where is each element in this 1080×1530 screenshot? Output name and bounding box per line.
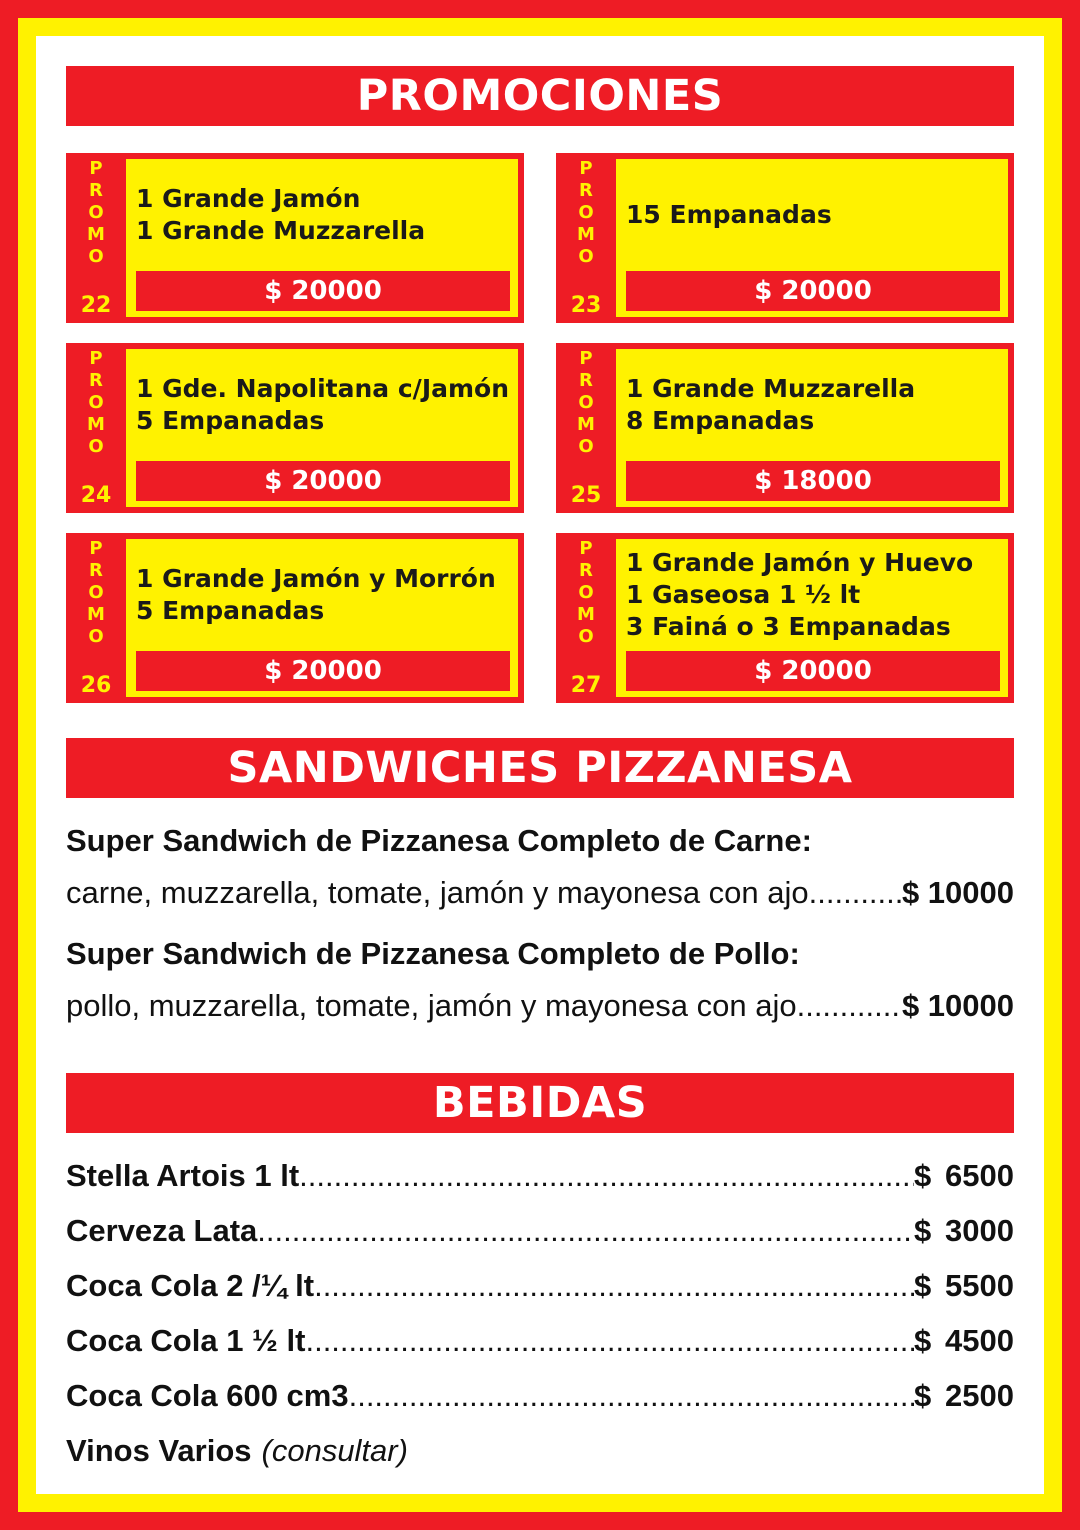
promo-vertical-word xyxy=(577,348,595,458)
drink-name: Cerveza Lata xyxy=(66,1213,258,1248)
promo-letter: M xyxy=(87,604,105,625)
drink-name: Coca Cola 600 cm3 xyxy=(66,1378,349,1413)
promo-line: 3 Fainá o 3 Empanadas xyxy=(626,612,951,641)
drink-row xyxy=(66,1209,1014,1253)
promo-body xyxy=(616,159,1008,317)
promo-letter: P xyxy=(579,348,593,369)
promo-line: 1 Grande Jamón y Huevo xyxy=(626,548,974,577)
promo-body xyxy=(616,539,1008,697)
promo-lines xyxy=(136,349,516,461)
promo-lines xyxy=(136,159,516,271)
promo-letter: O xyxy=(88,392,104,413)
promo-card xyxy=(556,343,1014,513)
bebidas-header: BEBIDAS xyxy=(66,1073,1014,1133)
promo-letter: R xyxy=(579,370,593,391)
promo-body xyxy=(616,349,1008,507)
promo-letter: O xyxy=(88,202,104,223)
promo-side-label xyxy=(66,153,126,323)
promo-line: 1 Grande Jamón y Morrón xyxy=(136,564,496,593)
drink-row-wines xyxy=(66,1429,1014,1473)
promo-line: 1 Grande Muzzarella xyxy=(626,374,916,403)
sandwich-name: Super Sandwich de Pizzanesa Completo de Pollo: xyxy=(66,936,800,971)
promo-lines xyxy=(626,539,1006,651)
promo-letter: R xyxy=(579,560,593,581)
promo-card xyxy=(66,153,524,323)
dot-leader xyxy=(797,986,902,1026)
promo-vertical-word xyxy=(577,158,595,268)
promo-letter: O xyxy=(578,246,594,267)
promo-price: $ 20000 xyxy=(136,271,510,311)
sandwich-price: $ 10000 xyxy=(901,875,1014,910)
promo-letter: P xyxy=(89,348,103,369)
promo-price: $ 20000 xyxy=(626,651,1000,691)
dot-leader xyxy=(257,1209,914,1253)
drink-price: 4500 xyxy=(945,1323,1014,1358)
dot-leader xyxy=(305,1319,914,1363)
promo-side-label xyxy=(556,153,616,323)
promo-number: 26 xyxy=(80,673,112,698)
promo-letter: O xyxy=(88,436,104,457)
drink-row xyxy=(66,1319,1014,1363)
sandwich-description-row xyxy=(66,986,1014,1026)
promo-body xyxy=(126,159,518,317)
promo-line: 5 Empanadas xyxy=(136,596,325,625)
drink-currency: $ xyxy=(914,1378,932,1413)
promo-lines xyxy=(626,159,1006,271)
promo-side-label xyxy=(556,533,616,703)
sandwich-name: Super Sandwich de Pizzanesa Completo de Carne: xyxy=(66,823,812,858)
promo-letter: O xyxy=(88,582,104,603)
promo-letter: M xyxy=(577,414,595,435)
drink-note: (consultar) xyxy=(261,1433,408,1468)
promo-letter: O xyxy=(578,582,594,603)
drink-currency: $ xyxy=(914,1268,932,1303)
promo-number: 24 xyxy=(80,483,112,508)
promo-number: 23 xyxy=(570,293,602,318)
dot-leader xyxy=(314,1264,914,1308)
sandwiches-header: SANDWICHES PIZZANESA xyxy=(66,738,1014,798)
drink-currency: $ xyxy=(914,1213,932,1248)
promo-lines xyxy=(626,349,1006,461)
promo-card xyxy=(66,343,524,513)
drink-price: 5500 xyxy=(945,1268,1014,1303)
promo-letter: O xyxy=(578,626,594,647)
promo-body xyxy=(126,349,518,507)
promo-letter: P xyxy=(579,538,593,559)
promo-letter: O xyxy=(578,202,594,223)
promo-letter: M xyxy=(577,224,595,245)
promo-letter: M xyxy=(87,414,105,435)
promo-letter: P xyxy=(89,538,103,559)
promo-line: 15 Empanadas xyxy=(626,200,832,229)
promo-number: 22 xyxy=(80,293,112,318)
promo-letter: M xyxy=(87,224,105,245)
drink-price: 6500 xyxy=(945,1158,1014,1193)
drink-name: Coca Cola 2 /¼ lt xyxy=(66,1268,315,1303)
promo-price: $ 20000 xyxy=(136,461,510,501)
promo-letter: O xyxy=(578,392,594,413)
promo-line: 1 Gde. Napolitana c/Jamón xyxy=(136,374,510,403)
promo-lines xyxy=(136,539,516,651)
promo-letter: R xyxy=(89,370,103,391)
drink-row xyxy=(66,1374,1014,1418)
sandwich-description-row xyxy=(66,873,1014,913)
dot-leader xyxy=(349,1374,914,1418)
promo-letter: O xyxy=(88,626,104,647)
promo-price: $ 18000 xyxy=(626,461,1000,501)
promo-vertical-word xyxy=(87,348,105,458)
promo-line: 8 Empanadas xyxy=(626,406,815,435)
promo-letter: R xyxy=(89,180,103,201)
promo-line: 1 Grande Jamón xyxy=(136,184,361,213)
promo-line: 1 Gaseosa 1 ½ lt xyxy=(626,580,861,609)
sandwich-price: $ 10000 xyxy=(901,988,1014,1023)
promo-letter: R xyxy=(89,560,103,581)
sandwich-description: pollo, muzzarella, tomate, jamón y mayonesa con ajo xyxy=(66,988,797,1023)
drink-price: 3000 xyxy=(945,1213,1014,1248)
promo-letter: P xyxy=(579,158,593,179)
drink-price: 2500 xyxy=(945,1378,1014,1413)
promo-side-label xyxy=(66,533,126,703)
promociones-header: PROMOCIONES xyxy=(66,66,1014,126)
promo-card xyxy=(556,153,1014,323)
promo-letter: O xyxy=(88,246,104,267)
promo-price: $ 20000 xyxy=(136,651,510,691)
drink-row xyxy=(66,1154,1014,1198)
promo-side-label xyxy=(66,343,126,513)
promo-letter: P xyxy=(89,158,103,179)
promo-vertical-word xyxy=(577,538,595,648)
drink-currency: $ xyxy=(914,1323,932,1358)
dot-leader xyxy=(809,873,902,913)
promo-card xyxy=(66,533,524,703)
promo-side-label xyxy=(556,343,616,513)
dot-leader xyxy=(299,1154,914,1198)
drink-row xyxy=(66,1264,1014,1308)
promo-card xyxy=(556,533,1014,703)
drink-name: Vinos Varios xyxy=(66,1433,252,1468)
menu-page xyxy=(36,36,1044,1494)
promo-number: 25 xyxy=(570,483,602,508)
promo-line: 5 Empanadas xyxy=(136,406,325,435)
promo-letter: M xyxy=(577,604,595,625)
promo-body xyxy=(126,539,518,697)
promo-line: 1 Grande Muzzarella xyxy=(136,216,426,245)
sandwich-description: carne, muzzarella, tomate, jamón y mayonesa con ajo xyxy=(66,875,809,910)
drink-name: Coca Cola 1 ½ lt xyxy=(66,1323,306,1358)
promo-price: $ 20000 xyxy=(626,271,1000,311)
promo-letter: O xyxy=(578,436,594,457)
promo-letter: R xyxy=(579,180,593,201)
drink-currency: $ xyxy=(914,1158,932,1193)
promo-number: 27 xyxy=(570,673,602,698)
promo-vertical-word xyxy=(87,538,105,648)
drink-name: Stella Artois 1 lt xyxy=(66,1158,300,1193)
promo-vertical-word xyxy=(87,158,105,268)
